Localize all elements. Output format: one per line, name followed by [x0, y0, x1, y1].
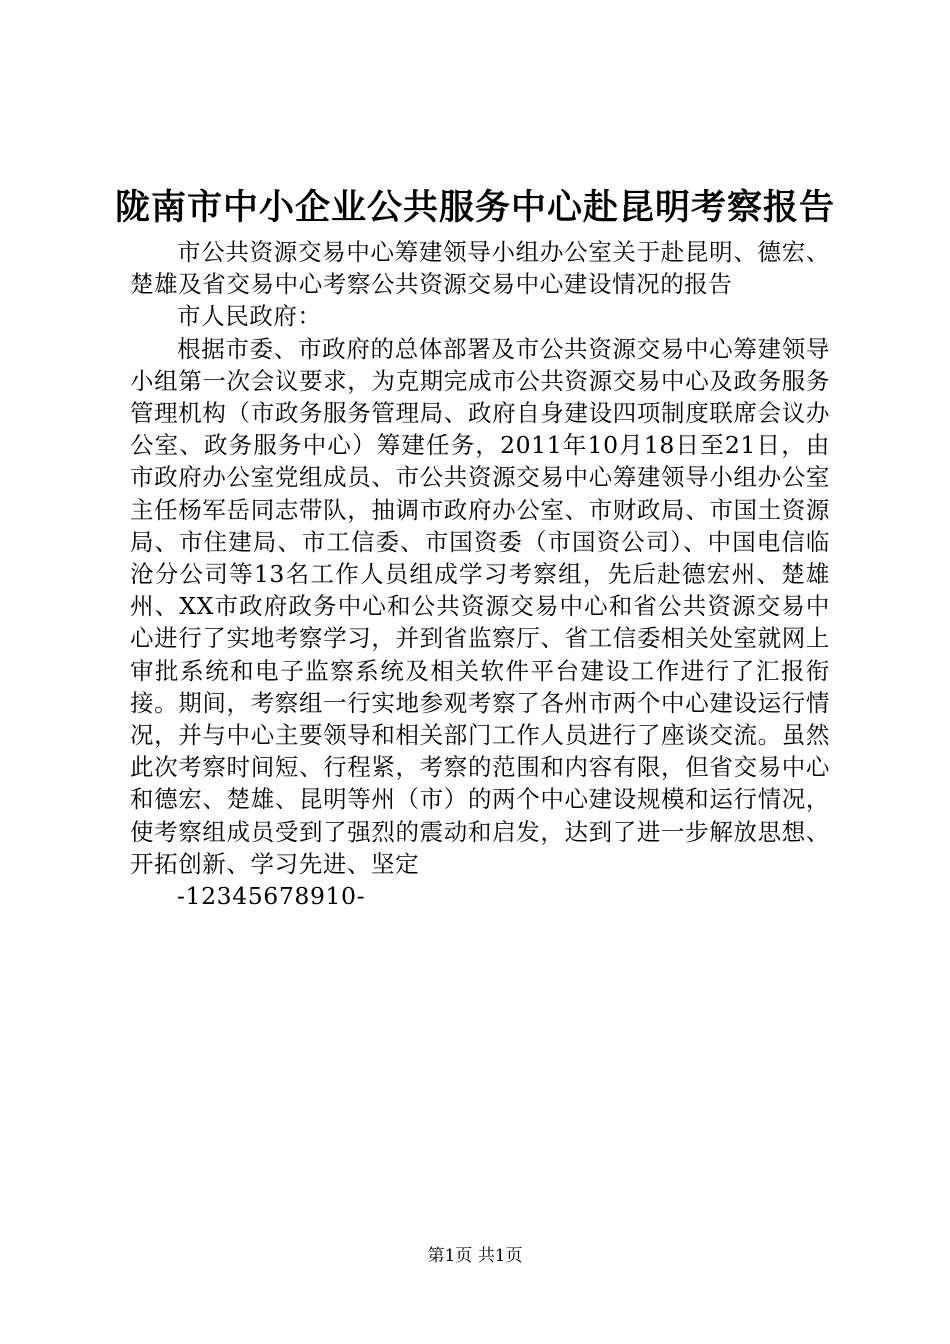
number-sequence-line: -12345678910- [177, 882, 366, 911]
report-subject-paragraph: 市公共资源交易中心筹建领导小组办公室关于赴昆明、德宏、楚雄及省交易中心考察公共资源交易中心建设情况的报告 [130, 238, 830, 299]
page-footer: 第1页 共1页 [427, 1246, 523, 1266]
document-title: 陇南市中小企业公共服务中心赴昆明考察报告 [114, 188, 835, 228]
document-body [130, 236, 830, 912]
main-paragraph: 根据市委、市政府的总体部署及市公共资源交易中心筹建领导小组第一次会议要求，为克期完成市公共资源交易中心及政务服务管理机构（市政务服务管理局、政府自身建设四项制度联席会议办公室、政务服务中心）筹建任务，2011年10月18日至21日，由市政府办公室党组成员、市公共资源交易中心筹建领导小组办公室主任杨军岳同志带队，抽调市政府办公室、市财政局、市国土资源局、市住建局、市工信委、市国资委（市国资公司）、中国电信临沧分公司等13名工作人员组成学习考察组，先后赴德宏州、楚雄州、XX市政府政务中心和公共资源交易中心和省公共资源交易中心进行了实地考察学习，并到省监察厅、省工信委相关处室就网上审批系统和电子监察系统及相关软件平台建设工作进行了汇报衔接。期间，考察组一行实地参观考察了各州市两个中心建设运行情况，并与中心主要领导和相关部门工作人员进行了座谈交流。虽然此次考察时间短、行程紧，考察的范围和内容有限，但省交易中心和德宏、楚雄、昆明等州（市）的两个中心建设规模和运行情况，使考察组成员受到了强烈的震动和启发，达到了进一步解放思想、开拓创新、学习先进、坚定 [130, 334, 830, 878]
salutation: 市人民政府： [177, 302, 322, 331]
